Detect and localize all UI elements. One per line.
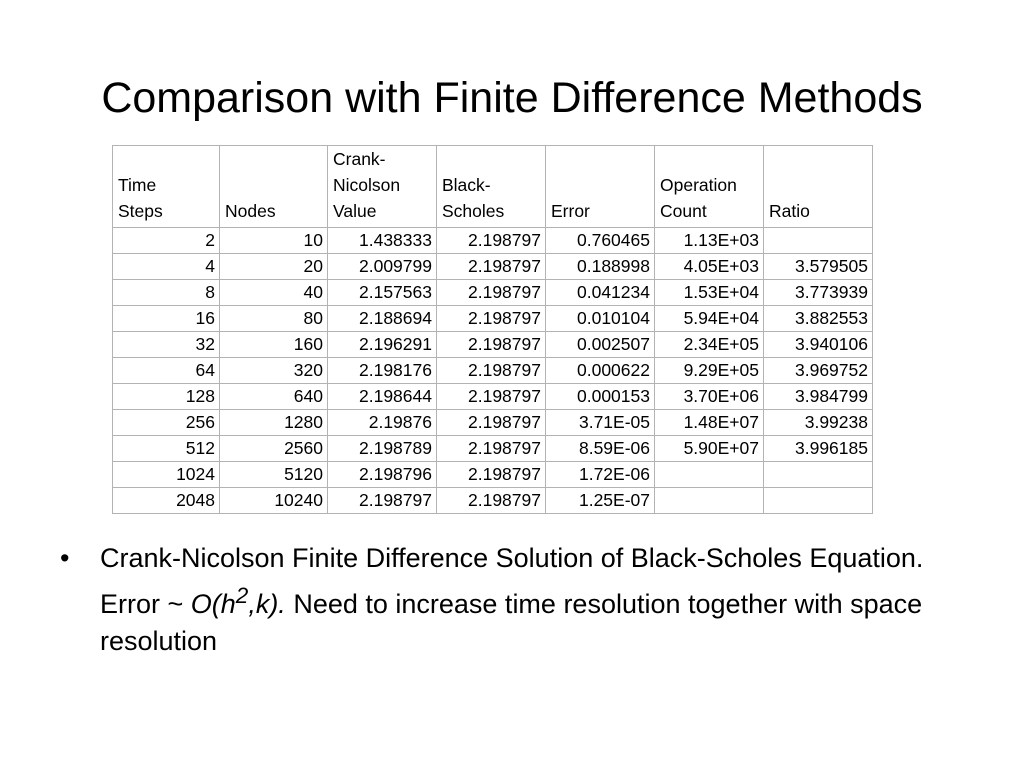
table-cell: 3.984799 bbox=[764, 384, 873, 410]
column-header-line: Nodes bbox=[225, 201, 276, 221]
table-cell: 512 bbox=[113, 436, 220, 462]
table-cell: 32 bbox=[113, 332, 220, 358]
table-cell: 2.157563 bbox=[328, 280, 437, 306]
table-cell: 20 bbox=[220, 254, 328, 280]
bullet-item bbox=[60, 540, 980, 660]
table-row bbox=[113, 280, 873, 306]
table-cell: 2.198797 bbox=[437, 384, 546, 410]
table-cell: 2.198797 bbox=[437, 280, 546, 306]
table-cell: 0.760465 bbox=[546, 228, 655, 254]
table-cell: 2.198789 bbox=[328, 436, 437, 462]
table-cell: 0.000622 bbox=[546, 358, 655, 384]
table-cell: 16 bbox=[113, 306, 220, 332]
table-cell: 1024 bbox=[113, 462, 220, 488]
table-cell: 2.198644 bbox=[328, 384, 437, 410]
table-cell: 256 bbox=[113, 410, 220, 436]
table-cell: 0.010104 bbox=[546, 306, 655, 332]
table-cell: 5.94E+04 bbox=[655, 306, 764, 332]
table-row bbox=[113, 306, 873, 332]
table-cell bbox=[764, 462, 873, 488]
table-cell: 8 bbox=[113, 280, 220, 306]
table-row bbox=[113, 228, 873, 254]
column-header bbox=[764, 146, 873, 228]
table-cell: 0.002507 bbox=[546, 332, 655, 358]
table-row bbox=[113, 462, 873, 488]
formula-suffix: ,k). bbox=[248, 589, 286, 619]
table-cell: 2.198797 bbox=[437, 436, 546, 462]
table-cell: 2.198797 bbox=[437, 488, 546, 514]
formula-exponent: 2 bbox=[235, 583, 249, 608]
table-cell: 160 bbox=[220, 332, 328, 358]
table-header-row bbox=[113, 146, 873, 228]
table-body bbox=[113, 228, 873, 514]
table-cell: 2.19876 bbox=[328, 410, 437, 436]
column-header bbox=[655, 146, 764, 228]
table-cell: 2.196291 bbox=[328, 332, 437, 358]
table-cell: 64 bbox=[113, 358, 220, 384]
table-cell: 3.71E-05 bbox=[546, 410, 655, 436]
table-cell: 1.438333 bbox=[328, 228, 437, 254]
table-cell: 1.48E+07 bbox=[655, 410, 764, 436]
table-cell: 2.188694 bbox=[328, 306, 437, 332]
table-cell: 2.198797 bbox=[437, 254, 546, 280]
table-cell: 1.72E-06 bbox=[546, 462, 655, 488]
table-cell: 10 bbox=[220, 228, 328, 254]
table-cell: 3.70E+06 bbox=[655, 384, 764, 410]
formula-prefix: O(h bbox=[190, 589, 236, 619]
table-cell: 8.59E-06 bbox=[546, 436, 655, 462]
column-header-line: Value bbox=[333, 201, 377, 221]
column-header bbox=[546, 146, 655, 228]
column-header-line: Black- bbox=[442, 175, 491, 195]
table-cell: 3.99238 bbox=[764, 410, 873, 436]
table-cell: 5120 bbox=[220, 462, 328, 488]
table-cell: 5.90E+07 bbox=[655, 436, 764, 462]
table-cell: 2 bbox=[113, 228, 220, 254]
table-cell: 4.05E+03 bbox=[655, 254, 764, 280]
column-header-line: Operation bbox=[660, 175, 737, 195]
table-cell: 2.198176 bbox=[328, 358, 437, 384]
column-header-line: Error bbox=[551, 201, 590, 221]
table-row bbox=[113, 254, 873, 280]
column-header-line: Ratio bbox=[769, 201, 810, 221]
table-cell: 1.25E-07 bbox=[546, 488, 655, 514]
table-cell: 2.198797 bbox=[437, 306, 546, 332]
table-cell: 1280 bbox=[220, 410, 328, 436]
table-row bbox=[113, 384, 873, 410]
column-header-line: Count bbox=[660, 201, 707, 221]
results-table bbox=[112, 145, 873, 514]
table-cell: 2.198796 bbox=[328, 462, 437, 488]
table-row bbox=[113, 358, 873, 384]
table-cell: 2048 bbox=[113, 488, 220, 514]
table-cell: 3.940106 bbox=[764, 332, 873, 358]
column-header bbox=[113, 146, 220, 228]
column-header-line: Crank- bbox=[333, 149, 386, 169]
table-cell: 3.969752 bbox=[764, 358, 873, 384]
table-cell: 3.773939 bbox=[764, 280, 873, 306]
table-cell: 640 bbox=[220, 384, 328, 410]
table-cell: 3.996185 bbox=[764, 436, 873, 462]
column-header bbox=[328, 146, 437, 228]
table-cell: 0.041234 bbox=[546, 280, 655, 306]
table-cell: 0.000153 bbox=[546, 384, 655, 410]
column-header-line: Steps bbox=[118, 201, 163, 221]
table-cell: 2.198797 bbox=[437, 410, 546, 436]
bullet-list bbox=[60, 540, 980, 660]
table-row bbox=[113, 436, 873, 462]
table-cell: 2.198797 bbox=[437, 332, 546, 358]
table-cell: 2.198797 bbox=[437, 358, 546, 384]
table-cell: 3.579505 bbox=[764, 254, 873, 280]
table-cell: 1.13E+03 bbox=[655, 228, 764, 254]
table-cell bbox=[764, 228, 873, 254]
column-header-line: Nicolson bbox=[333, 175, 401, 195]
bullet-text-after: Need to increase time resolution together with space resolution bbox=[100, 589, 923, 656]
table-cell: 9.29E+05 bbox=[655, 358, 764, 384]
table-cell: 2.34E+05 bbox=[655, 332, 764, 358]
table-cell: 3.882553 bbox=[764, 306, 873, 332]
column-header bbox=[220, 146, 328, 228]
table-cell bbox=[655, 488, 764, 514]
table-cell: 80 bbox=[220, 306, 328, 332]
table-cell: 2560 bbox=[220, 436, 328, 462]
table-cell: 320 bbox=[220, 358, 328, 384]
bullet-mark: • bbox=[60, 543, 70, 573]
table-cell: 0.188998 bbox=[546, 254, 655, 280]
table-cell: 2.198797 bbox=[437, 228, 546, 254]
table-row bbox=[113, 332, 873, 358]
table-cell: 40 bbox=[220, 280, 328, 306]
table-cell: 10240 bbox=[220, 488, 328, 514]
bullet-text-before: Crank-Nicolson Finite Difference Solution of Black-Scholes Equation. Error ~ bbox=[100, 543, 924, 619]
table-cell: 128 bbox=[113, 384, 220, 410]
table-cell bbox=[655, 462, 764, 488]
table-cell bbox=[764, 488, 873, 514]
slide-title: Comparison with Finite Difference Methods bbox=[101, 74, 923, 122]
column-header-line: Time bbox=[118, 175, 157, 195]
table-cell: 1.53E+04 bbox=[655, 280, 764, 306]
table-cell: 4 bbox=[113, 254, 220, 280]
table-cell: 2.198797 bbox=[328, 488, 437, 514]
table-cell: 2.009799 bbox=[328, 254, 437, 280]
column-header-line: Scholes bbox=[442, 201, 505, 221]
table-cell: 2.198797 bbox=[437, 462, 546, 488]
error-formula bbox=[190, 583, 286, 619]
table-row bbox=[113, 488, 873, 514]
table-row bbox=[113, 410, 873, 436]
column-header bbox=[437, 146, 546, 228]
